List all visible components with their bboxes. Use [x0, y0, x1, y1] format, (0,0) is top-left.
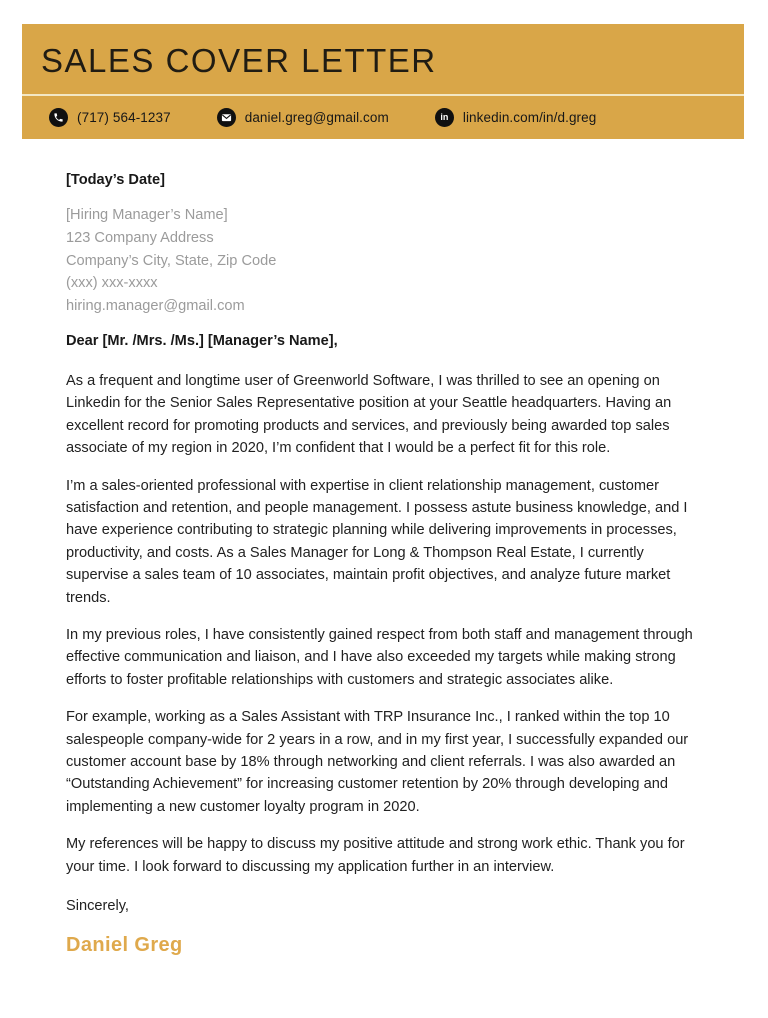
- contact-email: [217, 108, 389, 127]
- recipient-name: [Hiring Manager’s Name]: [66, 207, 228, 223]
- recipient-block: [66, 204, 702, 318]
- closing: Sincerely,: [66, 898, 129, 915]
- letter-header: [22, 24, 744, 139]
- paragraph-references: My references will be happy to discuss my positive attitude and strong work ethic. Thank you for your time. I look forward to discussing my application further in an interview.: [66, 836, 685, 875]
- paragraph-previous-roles: In my previous roles, I have consistently gained respect from both staff and management through effective communication and liaison, and I have also exceeded my targets while making strong efforts to foster profitable relationships with customers and strategic associates alike.: [66, 627, 693, 688]
- contact-bar: [22, 96, 744, 139]
- recipient-email: hiring.manager@gmail.com: [66, 298, 245, 315]
- phone-icon: [49, 108, 68, 127]
- salutation: Dear [Mr. /Mrs. /Ms.] [Manager’s Name],: [66, 332, 338, 349]
- paragraph-example: For example, working as a Sales Assistant with TRP Insurance Inc., I ranked within the top 10 salespeople company-wide for 2 years in a row, and in my first year, I successfully expanded our customer account base by 18% through networking and client referrals. I was also awarded an “Outstanding Achievement” for increasing customer retention by 20% through developing and implementing a new customer loyalty program in 2020.: [66, 709, 689, 815]
- signature-name: Daniel Greg: [66, 934, 183, 957]
- letter-body: [66, 172, 702, 957]
- phone-number: (717) 564-1237: [77, 110, 171, 125]
- recipient-city-state-zip: Company’s City, State, Zip Code: [66, 252, 277, 269]
- paragraph-expertise: I’m a sales-oriented professional with expertise in client relationship management, customer satisfaction and retention, and people management. I possess astute business knowledge, and I have experience contributing to strategic planning while delivering improvements in processes, productivity, and costs. As a Sales Manager for Long & Thompson Real Estate, I currently supervise a sales team of 10 associates, maintain profit objectives, and analyze future market trends.: [66, 477, 688, 606]
- recipient-phone: (xxx) xxx-xxxx: [66, 275, 158, 292]
- cover-letter-page: [0, 24, 768, 1018]
- contact-linkedin: [435, 108, 597, 127]
- recipient-address: 123 Company Address: [66, 229, 214, 246]
- date-placeholder: [Today’s Date]: [66, 172, 165, 188]
- linkedin-url: linkedin.com/in/d.greg: [462, 110, 597, 125]
- paragraph-intro: As a frequent and longtime user of Greenworld Software, I was thrilled to see an opening on Linkedin for the Senior Sales Representative position at your Seattle headquarters. Having an excellent record for promoting products and services, and previously being awarded top sales associate of my region in 2020, I’m confident that I would be a perfect fit for this role.: [66, 372, 672, 457]
- email-icon: [217, 108, 236, 127]
- linkedin-icon: [435, 108, 454, 127]
- page-title: SALES COVER LETTER: [41, 42, 437, 79]
- linkedin-badge: in: [440, 112, 449, 122]
- email-address: daniel.greg@gmail.com: [244, 110, 389, 125]
- contact-phone: [49, 108, 171, 127]
